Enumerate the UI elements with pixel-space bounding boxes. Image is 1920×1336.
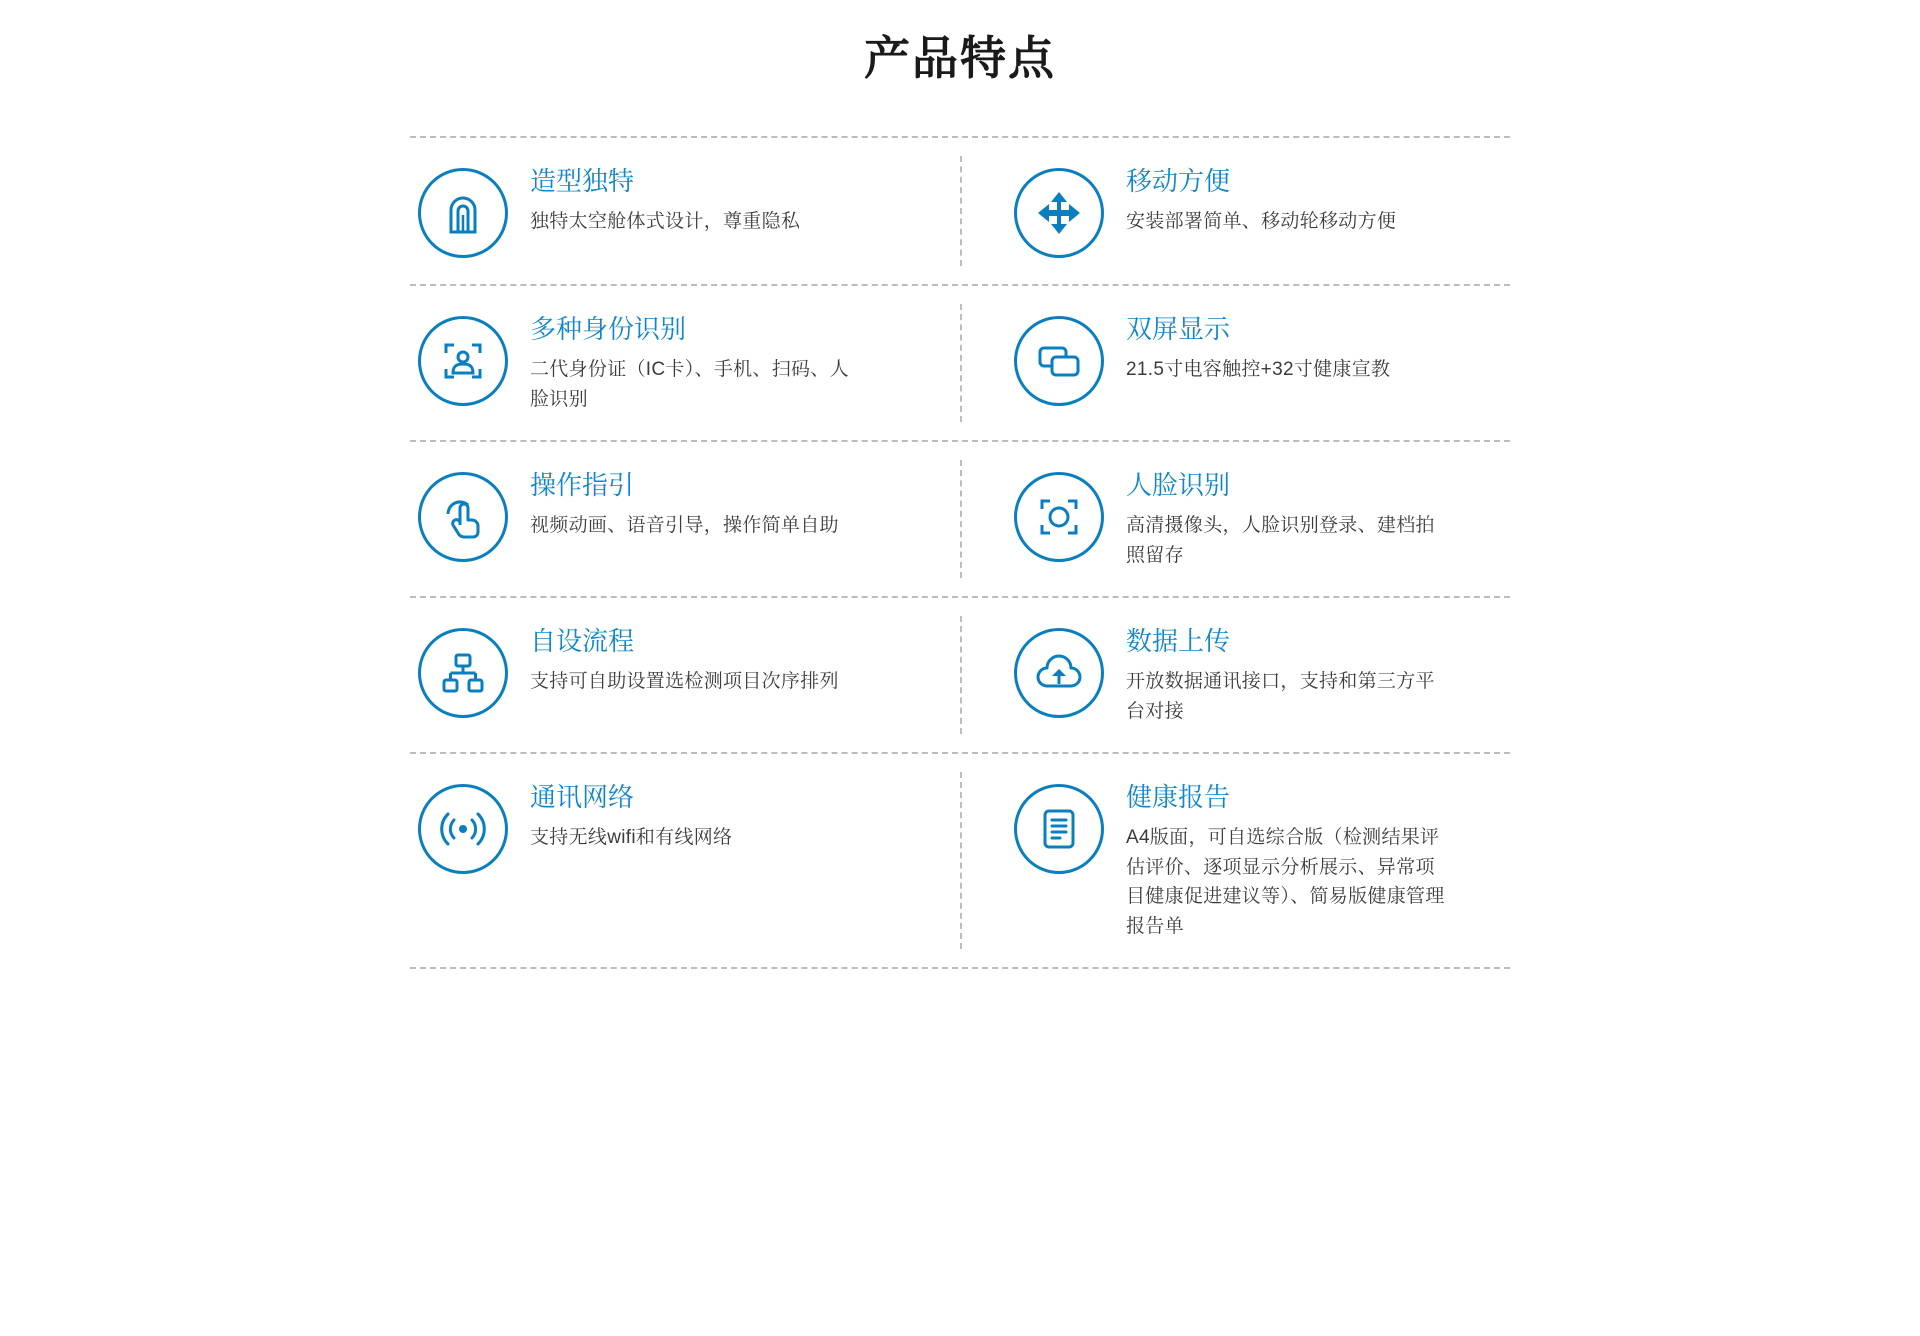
cloud-upload-icon <box>1014 628 1104 718</box>
feature-item-face-recognition <box>960 442 1510 596</box>
vertical-divider <box>960 616 962 734</box>
vertical-divider <box>960 460 962 578</box>
feature-title: 通讯网络 <box>530 782 635 813</box>
feature-text <box>1126 468 1492 570</box>
features-grid <box>410 136 1510 969</box>
feature-text <box>530 468 942 541</box>
move-arrows-icon <box>1014 168 1104 258</box>
page-title: 产品特点 <box>864 32 1056 84</box>
feature-desc: 高清摄像头，人脸识别登录、建档拍照留存 <box>1126 515 1435 566</box>
feature-title: 多种身份识别 <box>530 314 687 344</box>
feature-row <box>410 136 1510 284</box>
feature-item-network <box>410 754 960 967</box>
feature-row <box>410 440 1510 596</box>
feature-text <box>1126 780 1492 941</box>
feature-item-custom-flow <box>410 598 960 752</box>
dual-screen-icon <box>1014 316 1104 406</box>
feature-title: 健康报告 <box>1126 782 1231 813</box>
feature-desc: 支持可自助设置选检测项目次序排列 <box>530 671 839 693</box>
feature-text <box>1126 164 1492 237</box>
feature-title: 造型独特 <box>530 166 635 196</box>
feature-text <box>530 780 942 853</box>
feature-row <box>410 752 1510 969</box>
capsule-pod-icon <box>418 168 508 258</box>
touch-hand-icon <box>418 472 508 562</box>
feature-title: 自设流程 <box>530 626 635 657</box>
feature-desc: A4版面，可自选综合版（检测结果评估评价、逐项显示分析展示、异常项目健康促进建议等）、简易版健康管理报告单 <box>1126 827 1445 937</box>
feature-text <box>1126 312 1492 385</box>
feature-title: 移动方便 <box>1126 166 1231 196</box>
feature-desc: 开放数据通讯接口，支持和第三方平台对接 <box>1126 671 1435 722</box>
feature-item-operation-guide <box>410 442 960 596</box>
wireless-signal-icon <box>418 784 508 874</box>
feature-desc: 21.5寸电容触控+32寸健康宣教 <box>1126 359 1391 381</box>
feature-title: 数据上传 <box>1126 626 1231 657</box>
feature-item-identity-recognition <box>410 286 960 440</box>
feature-title: 双屏显示 <box>1126 314 1231 344</box>
feature-desc: 安装部署简单、移动轮移动方便 <box>1126 211 1397 233</box>
feature-desc: 视频动画、语音引导，操作简单自助 <box>530 515 839 537</box>
vertical-divider <box>960 772 962 949</box>
feature-item-easy-move <box>960 138 1510 284</box>
feature-desc: 独特太空舱体式设计，尊重隐私 <box>530 211 801 233</box>
flowchart-icon <box>418 628 508 718</box>
feature-item-health-report <box>960 754 1510 967</box>
feature-row <box>410 284 1510 440</box>
feature-desc: 二代身份证（IC卡）、手机、扫码、人脸识别 <box>530 359 849 410</box>
feature-text <box>530 164 942 237</box>
vertical-divider <box>960 304 962 422</box>
feature-item-capsule-design <box>410 138 960 284</box>
feature-item-dual-screen <box>960 286 1510 440</box>
feature-text <box>530 312 942 414</box>
report-document-icon <box>1014 784 1104 874</box>
feature-text <box>1126 624 1492 726</box>
face-recognition-icon <box>1014 472 1104 562</box>
feature-row <box>410 596 1510 752</box>
feature-text <box>530 624 942 697</box>
feature-item-data-upload <box>960 598 1510 752</box>
feature-desc: 支持无线wifi和有线网络 <box>530 827 733 849</box>
vertical-divider <box>960 156 962 266</box>
id-scan-person-icon <box>418 316 508 406</box>
feature-title: 操作指引 <box>530 470 635 501</box>
feature-title: 人脸识别 <box>1126 470 1231 501</box>
